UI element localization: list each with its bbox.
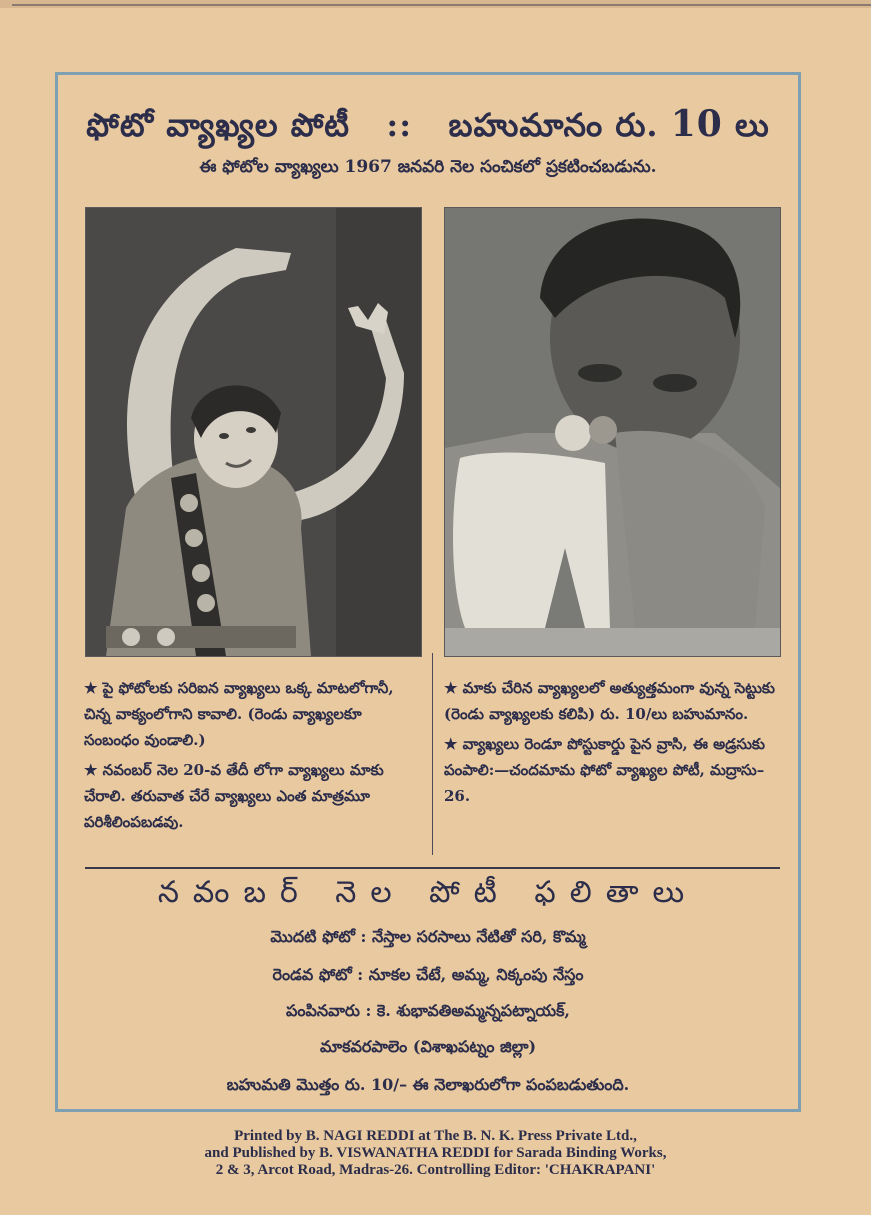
results-title: నవంబర్ నెల పోటీ ఫలితాలు xyxy=(157,875,699,910)
title-right: బహుమానం రు. xyxy=(448,106,659,144)
title-sep: :: xyxy=(386,106,413,144)
result-sender: పంపినవారు : కె. శుభావతిఅమ్మన్నపట్నాయక్, xyxy=(286,1001,570,1020)
result-first-photo: మొదటి ఫోటో : నేస్తాల సరసాలు నేటితో సరి, కొమ్మ xyxy=(270,927,586,946)
title-suffix: లు xyxy=(734,106,770,144)
rule-item: ★ నవంబర్ నెల 20-వ తేదీ లోగా వ్యాఖ్యలు మాకు చేరాలి. తరువాత చేరే వ్యాఖ్యలు ఎంత మాత్రమూ పరిశీలింపబడవు. xyxy=(84,761,384,831)
imprint-line: 2 & 3, Arcot Road, Madras-26. Controlling Editor: 'CHAKRAPANI' xyxy=(215,1162,656,1178)
title-left: ఫోటో వ్యాఖ్యల పోటీ xyxy=(86,106,350,144)
dancer-illustration xyxy=(86,208,421,656)
result-second-photo: రెండవ ఫోటో : నూకల చేటే, అమ్మ, నిక్కంపు నేస్తం xyxy=(272,965,584,984)
contest-subtitle: ఈ ఫోటోల వ్యాఖ్యలు 1967 జనవరి నెల సంచికలో ప్రకటించబడును. xyxy=(199,157,657,177)
imprint-footer xyxy=(0,1128,871,1179)
result-place: మాకవరపాలెం (విశాఖపట్నం జిల్లా) xyxy=(319,1037,537,1056)
boy-illustration xyxy=(445,208,780,656)
rule-item: ★ వ్యాఖ్యలు రెండూ పోస్టుకార్డు పైన వ్రాసి, ఈ అడ్రసుకు పంపాలి:—చందమామ ఫోటో వ్యాఖ్యల పోటీ, మద్రాసు–26. xyxy=(444,735,765,805)
rules-right-column xyxy=(444,675,779,813)
title-amount: 10 xyxy=(670,103,723,145)
boy-photo xyxy=(444,207,781,657)
contest-frame xyxy=(55,72,801,1112)
rule-item: ★ పై ఫోటోలకు సరిఐన వ్యాఖ్యలు ఒక్క మాటలోగానీ, చిన్న వాక్యంలోగాని కావాలి. (రెండు వ్యాఖ్యలకూ సంబంధం వుండాలి.) xyxy=(84,679,394,749)
dancer-photo xyxy=(85,207,422,657)
section-divider xyxy=(85,867,780,869)
imprint-line: Printed by B. NAGI REDDI at The B. N. K. Press Private Ltd., xyxy=(234,1128,637,1144)
top-edge xyxy=(0,0,871,8)
result-prize: బహుమతి మొత్తం రు. 10/– ఈ నెలాఖరులోగా పంపబడుతుంది. xyxy=(226,1075,630,1094)
imprint-line: and Published by B. VISWANATHA REDDI for Sarada Binding Works, xyxy=(204,1145,667,1161)
contest-title xyxy=(58,103,798,152)
rule-item: ★ మాకు చేరిన వ్యాఖ్యలలో అత్యుత్తమంగా వున్న సెట్టుకు (రెండు వ్యాఖ్యలకు కలిపి) రు. 10/లు బహుమానం. xyxy=(444,679,775,723)
column-divider xyxy=(432,653,433,855)
rules-left-column xyxy=(84,675,419,839)
